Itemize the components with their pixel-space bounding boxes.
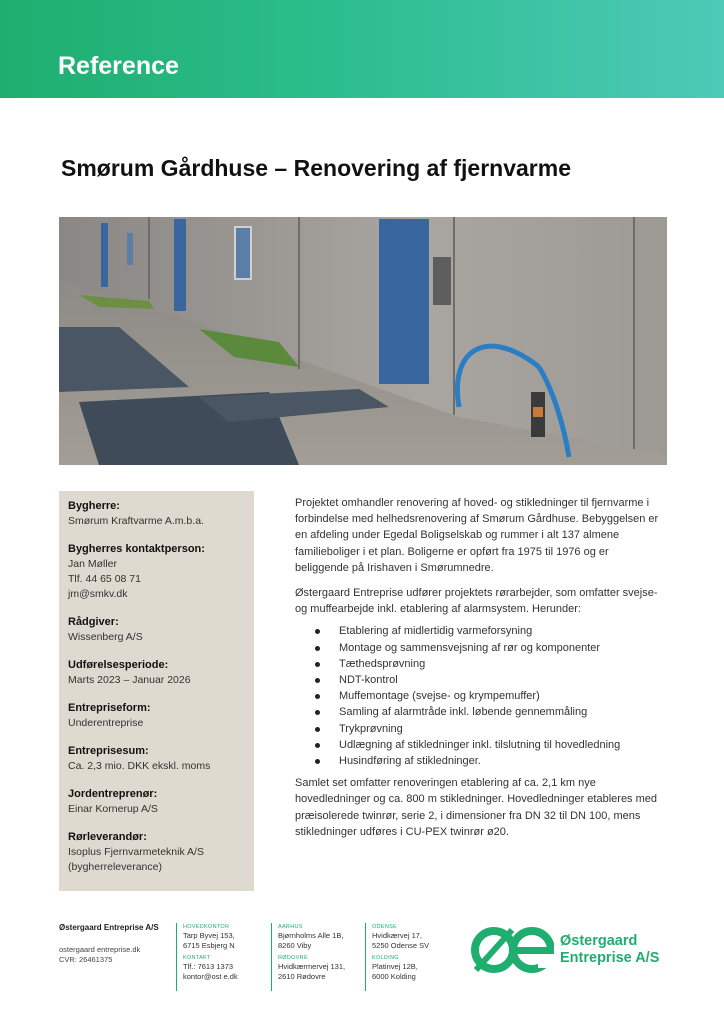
sidebar-email[interactable]: jm@smkv.dk	[68, 588, 128, 600]
sidebar-block-jordentreprenoer	[68, 787, 245, 817]
sidebar-label: Entrepriseform:	[68, 702, 151, 714]
phone-line[interactable]: Tlf.: 7613 1373	[183, 962, 234, 971]
email-line[interactable]: kontor@ost e.dk	[183, 972, 238, 981]
oe-logo-icon	[470, 924, 554, 976]
sidebar-block-entrepriseform	[68, 701, 245, 731]
footer-col-aarhus	[271, 923, 345, 991]
address-line: Platinvej 12B,	[372, 962, 418, 971]
footer-company: Østergaard Entreprise A/S	[59, 923, 159, 932]
sidebar-value: Ca. 2,3 mio. DKK ekskl. moms	[68, 760, 211, 772]
intro-paragraph: Projektet omhandler renovering af hoved- og stikledninger til fjernvarme i forbindelse med helhedsrenovering af Smørum Gårdhuse. Bebyggelsen er en afdeling under Egedal Boligselskab og rummer i alt 137 almene familieboliger i et plan. Boligerne er opført fra 1975 til 1976 og er beliggende på Irishaven i Smørumnedre.	[295, 497, 659, 574]
logo-line: Østergaard	[560, 933, 638, 949]
footer-head: AARHUS	[278, 924, 303, 930]
footer-col-esbjerg	[176, 923, 238, 991]
sidebar-block-bygherre	[68, 499, 245, 529]
sidebar-block-periode	[68, 658, 245, 688]
footer-head: ODENSE	[372, 924, 398, 930]
logo-text	[560, 933, 659, 967]
sidebar-value: Einar Kornerup A/S	[68, 803, 158, 815]
banner-title: Reference	[58, 52, 179, 80]
address-line: 6715 Esbjerg N	[183, 941, 235, 950]
project-photo	[59, 217, 667, 465]
footer-web-link[interactable]: ostergaard entreprise.dk	[59, 945, 141, 954]
sidebar-label: Jordentreprenør:	[68, 788, 158, 800]
list-item: Montage og sammensvejsning af rør og komponenter	[295, 640, 665, 656]
list-item: Husindføring af stikledninger.	[295, 753, 665, 769]
sidebar-value: Underentreprise	[68, 717, 144, 729]
list-item: Muffemontage (svejse- og krympemuffer)	[295, 688, 665, 704]
list-item: Samling af alarmtråde inkl. løbende gennemmåling	[295, 704, 665, 720]
footer-col-odense	[365, 923, 429, 991]
address-line: Bjørnholms Alle 1B,	[278, 931, 344, 940]
address-line: 2610 Rødovre	[278, 972, 326, 981]
sidebar-value: Wissenberg A/S	[68, 631, 143, 643]
list-item: Tæthedsprøvning	[295, 656, 665, 672]
page-title: Smørum Gårdhuse – Renovering af fjernvarme	[61, 155, 571, 181]
sidebar-label: Entreprisesum:	[68, 745, 149, 757]
footer-head: HOVEDKONTOR	[183, 924, 230, 930]
logo-line: Entreprise A/S	[560, 950, 660, 966]
address-line: Tarp Byvej 153,	[183, 931, 235, 940]
closing-paragraph: Samlet set omfatter renoveringen etablering af ca. 2,1 km nye hovedledninger og ca. 800 m stikledninger. Hovedledninger etableres med præisolerede twinrør, serie 2, i dimensioner fra DN 32 til DN 100, mens stikledninger udføres i CU-PEX twinrør ø20.	[295, 777, 658, 838]
footer-head: RØDOVRE	[278, 955, 308, 961]
sidebar-label: Udførelsesperiode:	[68, 659, 169, 671]
sidebar-value: Smørum Kraftvarme A.m.b.a.	[68, 515, 204, 527]
list-item: Udlægning af stikledninger inkl. tilslutning til hovedledning	[295, 737, 665, 753]
footer-address	[372, 931, 429, 951]
footer-address	[183, 962, 238, 982]
sidebar-value: Tlf. 44 65 08 71	[68, 573, 141, 585]
sidebar-block-entreprisesum	[68, 744, 245, 774]
sidebar-value: Isoplus Fjernvarmeteknik A/S	[68, 846, 204, 858]
sidebar-value: Jan Møller	[68, 558, 118, 570]
sidebar-block-roerleverandoer	[68, 830, 245, 875]
footer-head: KONTAKT	[183, 955, 211, 961]
list-item: Trykprøvning	[295, 721, 665, 737]
sidebar-label: Rørleverandør:	[68, 831, 147, 843]
footer	[0, 920, 724, 1000]
sidebar-value: Marts 2023 – Januar 2026	[68, 674, 191, 686]
company-logo	[470, 922, 690, 978]
address-line: 5250 Odense SV	[372, 941, 430, 950]
footer-address	[372, 962, 429, 982]
footer-address	[278, 931, 345, 951]
header-banner	[0, 0, 724, 98]
scope-list	[295, 623, 665, 769]
footer-head: KOLDING	[372, 955, 399, 961]
sidebar-value: (bygherreleverance)	[68, 861, 162, 873]
list-item: NDT-kontrol	[295, 672, 665, 688]
photo-icon	[59, 217, 667, 465]
sidebar-block-raadgiver	[68, 615, 245, 645]
footer-contact	[59, 945, 140, 965]
footer-cvr: CVR: 26461375	[59, 955, 113, 964]
scope-paragraph: Østergaard Entreprise udfører projektets rørarbejder, som omfatter svejse- og muffearbejde inkl. etablering af alarmsystem. Herunder:	[295, 587, 658, 616]
list-item: Etablering af midlertidig varmeforsyning	[295, 623, 665, 639]
sidebar-label: Bygherres kontaktperson:	[68, 543, 205, 555]
address-line: Hvidkærmervej 131,	[278, 962, 346, 971]
sidebar-block-kontaktperson	[68, 542, 245, 602]
sidebar-label: Bygherre:	[68, 500, 120, 512]
sidebar-label: Rådgiver:	[68, 616, 119, 628]
project-description	[295, 495, 665, 849]
project-facts-sidebar	[59, 491, 254, 891]
footer-address	[183, 931, 238, 951]
address-line: 8260 Viby	[278, 941, 312, 950]
address-line: Hvidkærvej 17,	[372, 931, 423, 940]
address-line: 6000 Kolding	[372, 972, 416, 981]
footer-address	[278, 962, 345, 982]
